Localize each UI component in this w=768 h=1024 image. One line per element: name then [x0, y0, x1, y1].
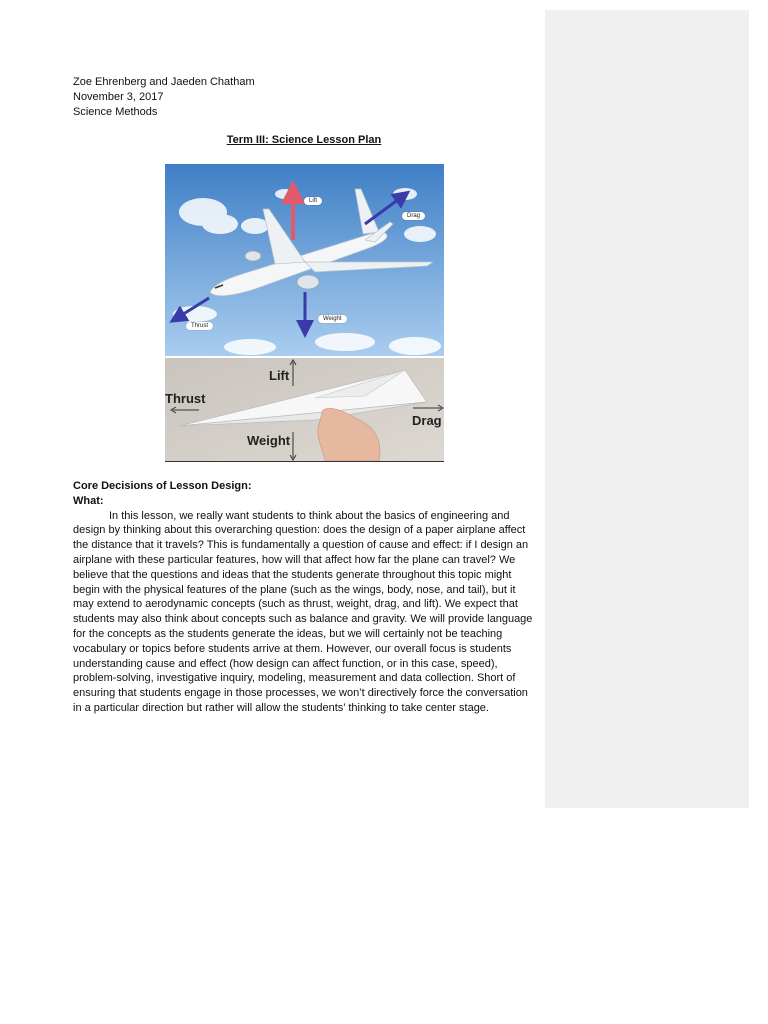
paper-thrust-label: Thrust — [165, 391, 206, 406]
course-line: Science Methods — [73, 106, 158, 118]
drag-label: Drag — [402, 212, 425, 220]
what-paragraph: In this lesson, we really want students to think about the basics of engineering and design by thinking about this overarching question: does the design of a paper airplane affect the distance that it travels? This is fundamentally a question of cause and effect: if I design an airplane with these particular features, how will that affect how far the plane can travel? We believe that the questions and ideas that the students generate throughout this topic might begin with the physical features of the plane (such as the wings, body, nose, and tail), but it may extend to aerodynamic concepts (such as thrust, weight, drag, and lift). We expect that students may also think about concepts such as balance and gravity. We will provide language for the concepts as the students generate the ideas, but we will certainly not be teaching vocabulary or topics before students arrive at them. However, our overall focus is students understanding cause and effect (how design can affect function, or in this case, speed), problem-solving, investigative inquiry, modeling, measurement and data collection. Short of ensuring that students engage in those processes, we won’t directively force the conversation in a particular direction but rather will allow the students’ thinking to take center stage. — [73, 509, 533, 714]
subsection-heading-what: What: — [73, 494, 104, 507]
paper-weight-label: Weight — [247, 433, 291, 448]
lift-label: Lift — [304, 197, 322, 205]
document-header — [73, 75, 255, 120]
paper-airplane-illustration — [165, 358, 444, 461]
section-heading: Core Decisions of Lesson Design: — [73, 480, 252, 492]
airliner-forces-figure — [165, 164, 444, 356]
lesson-design-section — [73, 479, 535, 716]
date-line: November 3, 2017 — [73, 91, 164, 103]
weight-label: Weight — [318, 315, 347, 323]
comment-margin — [545, 10, 749, 808]
paper-lift-label: Lift — [269, 368, 290, 383]
paper-drag-label: Drag — [412, 413, 442, 428]
document-title: Term III: Science Lesson Plan — [226, 134, 382, 146]
paper-airplane-figure — [165, 358, 444, 462]
thrust-label: Thrust — [186, 322, 213, 330]
authors-line: Zoe Ehrenberg and Jaeden Chatham — [73, 76, 255, 88]
